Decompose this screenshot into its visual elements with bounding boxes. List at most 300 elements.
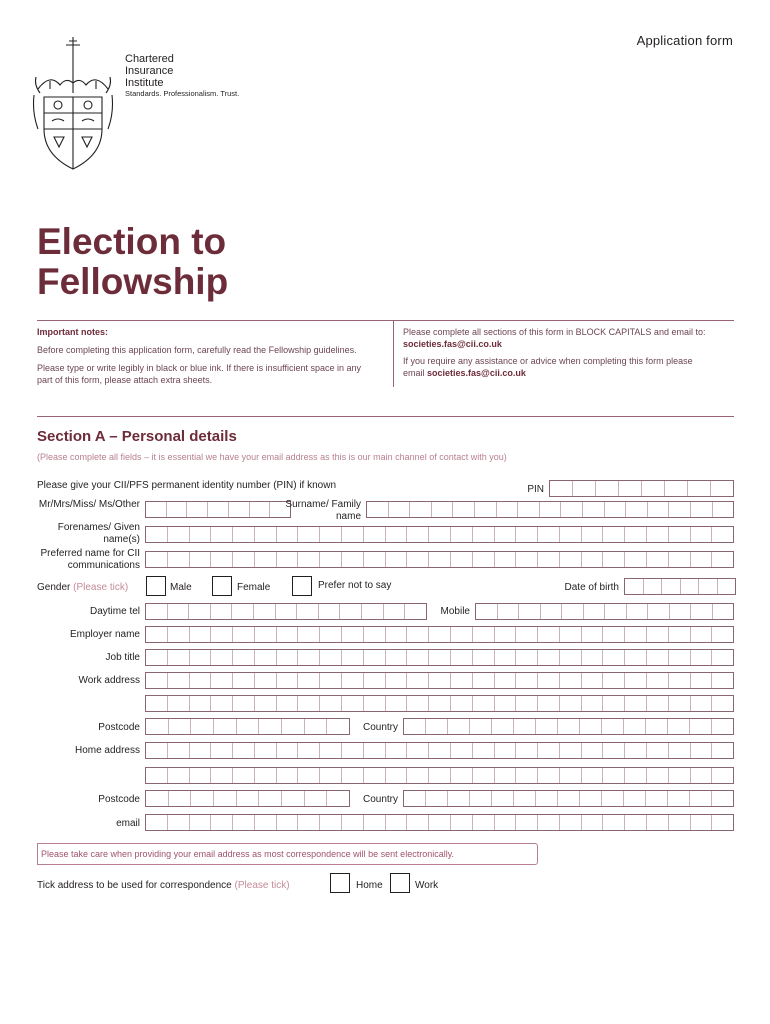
char-cell[interactable] [669,650,691,665]
char-cell[interactable] [536,719,558,734]
char-cell[interactable] [255,650,277,665]
char-cell[interactable] [668,719,690,734]
char-cell[interactable] [255,696,277,711]
char-cell[interactable] [168,768,190,783]
char-cell[interactable] [603,650,625,665]
char-cell[interactable] [429,815,451,830]
char-cell[interactable] [305,719,328,734]
char-cell[interactable] [602,719,624,734]
char-cell[interactable] [492,719,514,734]
char-cell[interactable] [364,768,386,783]
char-cell[interactable] [211,815,233,830]
char-cell[interactable] [560,768,582,783]
char-cell[interactable] [277,650,299,665]
char-cell[interactable] [583,502,605,517]
char-cell[interactable] [625,627,647,642]
char-cell[interactable] [688,481,711,496]
char-cell[interactable] [364,815,386,830]
char-cell[interactable] [495,650,517,665]
char-cell[interactable] [495,673,517,688]
char-cell[interactable] [167,502,188,517]
char-cell[interactable] [229,502,250,517]
char-cell[interactable] [342,527,364,542]
char-cell[interactable] [625,650,647,665]
char-cell[interactable] [340,604,362,619]
char-cell[interactable] [237,791,260,806]
char-cell[interactable] [298,743,320,758]
char-cell[interactable] [647,552,669,567]
char-cell[interactable] [711,481,733,496]
char-cell[interactable] [516,552,538,567]
char-cell[interactable] [211,552,233,567]
char-cell[interactable] [495,552,517,567]
char-cell[interactable] [538,527,560,542]
char-cell[interactable] [277,743,299,758]
char-cell[interactable] [669,815,691,830]
char-cell[interactable] [190,673,212,688]
char-cell[interactable] [582,527,604,542]
char-cell[interactable] [451,527,473,542]
char-cell[interactable] [538,627,560,642]
char-cell[interactable] [560,673,582,688]
char-cell[interactable] [669,552,691,567]
char-cell[interactable] [518,502,540,517]
char-cell[interactable] [560,743,582,758]
char-cell[interactable] [190,743,212,758]
char-cell[interactable] [168,604,190,619]
char-cell[interactable] [562,604,584,619]
char-cell[interactable] [691,527,713,542]
char-cell[interactable] [362,604,384,619]
char-cell[interactable] [146,604,168,619]
char-cell[interactable] [429,627,451,642]
char-cell[interactable] [580,791,602,806]
char-cell[interactable] [407,673,429,688]
char-cell[interactable] [712,719,733,734]
char-cell[interactable] [540,502,562,517]
char-cell[interactable] [189,604,211,619]
char-cell[interactable] [190,815,212,830]
char-cell[interactable] [386,627,408,642]
forenames-input[interactable] [145,526,734,543]
char-cell[interactable] [214,791,237,806]
char-cell[interactable] [276,604,298,619]
correspondence-home-checkbox[interactable] [330,873,350,893]
char-cell[interactable] [233,627,255,642]
char-cell[interactable] [603,552,625,567]
char-cell[interactable] [647,768,669,783]
char-cell[interactable] [625,673,647,688]
char-cell[interactable] [451,815,473,830]
char-cell[interactable] [473,627,495,642]
char-cell[interactable] [668,791,690,806]
char-cell[interactable] [712,673,733,688]
char-cell[interactable] [168,673,190,688]
char-cell[interactable] [538,743,560,758]
char-cell[interactable] [669,527,691,542]
char-cell[interactable] [426,791,448,806]
char-cell[interactable] [342,768,364,783]
char-cell[interactable] [386,552,408,567]
char-cell[interactable] [619,481,642,496]
char-cell[interactable] [647,673,669,688]
char-cell[interactable] [364,552,386,567]
char-cell[interactable] [712,552,733,567]
char-cell[interactable] [690,719,712,734]
char-cell[interactable] [320,627,342,642]
char-cell[interactable] [277,696,299,711]
char-cell[interactable] [498,604,520,619]
char-cell[interactable] [255,743,277,758]
char-cell[interactable] [146,502,167,517]
char-cell[interactable] [473,743,495,758]
gender-male-checkbox[interactable] [146,576,166,596]
char-cell[interactable] [648,604,670,619]
mobile-input[interactable] [475,603,734,620]
char-cell[interactable] [386,650,408,665]
char-cell[interactable] [712,743,733,758]
char-cell[interactable] [712,627,733,642]
char-cell[interactable] [146,719,169,734]
char-cell[interactable] [624,791,646,806]
char-cell[interactable] [712,527,733,542]
char-cell[interactable] [669,502,691,517]
char-cell[interactable] [342,650,364,665]
char-cell[interactable] [519,604,541,619]
char-cell[interactable] [560,696,582,711]
char-cell[interactable] [603,673,625,688]
char-cell[interactable] [255,768,277,783]
char-cell[interactable] [624,719,646,734]
char-cell[interactable] [473,768,495,783]
char-cell[interactable] [473,650,495,665]
char-cell[interactable] [298,696,320,711]
char-cell[interactable] [168,815,190,830]
char-cell[interactable] [297,604,319,619]
char-cell[interactable] [146,552,168,567]
char-cell[interactable] [470,719,492,734]
char-cell[interactable] [305,791,328,806]
char-cell[interactable] [298,673,320,688]
char-cell[interactable] [342,673,364,688]
char-cell[interactable] [582,768,604,783]
char-cell[interactable] [451,627,473,642]
assistance-email-link[interactable]: societies.fas@cii.co.uk [427,367,526,378]
char-cell[interactable] [605,502,627,517]
work-address-line-2[interactable] [145,695,734,712]
char-cell[interactable] [690,791,712,806]
char-cell[interactable] [319,604,341,619]
char-cell[interactable] [233,673,255,688]
char-cell[interactable] [277,552,299,567]
char-cell[interactable] [603,527,625,542]
char-cell[interactable] [254,604,276,619]
char-cell[interactable] [208,502,229,517]
char-cell[interactable] [470,791,492,806]
char-cell[interactable] [647,815,669,830]
char-cell[interactable] [320,552,342,567]
dob-input[interactable] [624,578,736,595]
char-cell[interactable] [699,579,718,594]
char-cell[interactable] [473,815,495,830]
char-cell[interactable] [255,815,277,830]
char-cell[interactable] [277,527,299,542]
home-address-line-1[interactable] [145,742,734,759]
char-cell[interactable] [233,650,255,665]
char-cell[interactable] [495,527,517,542]
char-cell[interactable] [646,719,668,734]
char-cell[interactable] [432,502,454,517]
char-cell[interactable] [516,696,538,711]
char-cell[interactable] [495,815,517,830]
home-postcode-input[interactable] [145,790,350,807]
char-cell[interactable] [691,673,713,688]
pin-input[interactable] [549,480,734,497]
char-cell[interactable] [211,527,233,542]
char-cell[interactable] [516,527,538,542]
char-cell[interactable] [712,650,733,665]
char-cell[interactable] [670,604,692,619]
char-cell[interactable] [647,627,669,642]
char-cell[interactable] [146,696,168,711]
char-cell[interactable] [582,627,604,642]
char-cell[interactable] [190,527,212,542]
char-cell[interactable] [237,719,260,734]
char-cell[interactable] [386,527,408,542]
char-cell[interactable] [560,627,582,642]
char-cell[interactable] [448,719,470,734]
char-cell[interactable] [495,743,517,758]
char-cell[interactable] [298,527,320,542]
char-cell[interactable] [492,791,514,806]
char-cell[interactable] [404,791,426,806]
char-cell[interactable] [476,604,498,619]
home-country-input[interactable] [403,790,734,807]
char-cell[interactable] [364,743,386,758]
char-cell[interactable] [497,502,519,517]
char-cell[interactable] [146,527,168,542]
char-cell[interactable] [691,696,713,711]
char-cell[interactable] [386,815,408,830]
char-cell[interactable] [146,768,168,783]
work-country-input[interactable] [403,718,734,735]
char-cell[interactable] [453,502,475,517]
char-cell[interactable] [384,604,406,619]
gender-prefer-not-checkbox[interactable] [292,576,312,596]
work-address-line-1[interactable] [145,672,734,689]
char-cell[interactable] [169,791,192,806]
char-cell[interactable] [146,650,168,665]
char-cell[interactable] [580,719,602,734]
char-cell[interactable] [681,579,700,594]
char-cell[interactable] [625,527,647,542]
char-cell[interactable] [168,627,190,642]
char-cell[interactable] [320,743,342,758]
char-cell[interactable] [298,815,320,830]
char-cell[interactable] [538,650,560,665]
char-cell[interactable] [516,768,538,783]
char-cell[interactable] [516,673,538,688]
char-cell[interactable] [146,743,168,758]
char-cell[interactable] [169,719,192,734]
gender-female-checkbox[interactable] [212,576,232,596]
char-cell[interactable] [662,579,681,594]
char-cell[interactable] [538,552,560,567]
char-cell[interactable] [277,815,299,830]
char-cell[interactable] [364,527,386,542]
char-cell[interactable] [190,627,212,642]
char-cell[interactable] [495,696,517,711]
job-title-input[interactable] [145,649,734,666]
char-cell[interactable] [211,650,233,665]
char-cell[interactable] [407,552,429,567]
char-cell[interactable] [146,815,168,830]
char-cell[interactable] [168,743,190,758]
char-cell[interactable] [190,696,212,711]
char-cell[interactable] [407,743,429,758]
char-cell[interactable] [495,627,517,642]
char-cell[interactable] [211,743,233,758]
char-cell[interactable] [536,791,558,806]
char-cell[interactable] [451,768,473,783]
char-cell[interactable] [691,604,713,619]
char-cell[interactable] [582,696,604,711]
char-cell[interactable] [691,552,713,567]
char-cell[interactable] [712,768,733,783]
char-cell[interactable] [475,502,497,517]
char-cell[interactable] [168,527,190,542]
char-cell[interactable] [648,502,670,517]
char-cell[interactable] [691,650,713,665]
char-cell[interactable] [211,696,233,711]
char-cell[interactable] [603,768,625,783]
char-cell[interactable] [602,791,624,806]
char-cell[interactable] [255,627,277,642]
char-cell[interactable] [713,502,734,517]
char-cell[interactable] [429,743,451,758]
home-address-line-2[interactable] [145,767,734,784]
char-cell[interactable] [603,696,625,711]
char-cell[interactable] [558,719,580,734]
char-cell[interactable] [191,719,214,734]
char-cell[interactable] [473,552,495,567]
char-cell[interactable] [410,502,432,517]
char-cell[interactable] [644,579,663,594]
char-cell[interactable] [625,579,644,594]
char-cell[interactable] [538,673,560,688]
char-cell[interactable] [451,673,473,688]
char-cell[interactable] [320,815,342,830]
char-cell[interactable] [298,650,320,665]
char-cell[interactable] [277,627,299,642]
char-cell[interactable] [389,502,411,517]
char-cell[interactable] [625,743,647,758]
char-cell[interactable] [429,768,451,783]
char-cell[interactable] [712,696,733,711]
char-cell[interactable] [429,552,451,567]
char-cell[interactable] [320,673,342,688]
char-cell[interactable] [582,673,604,688]
char-cell[interactable] [255,673,277,688]
char-cell[interactable] [168,696,190,711]
char-cell[interactable] [560,650,582,665]
char-cell[interactable] [233,527,255,542]
char-cell[interactable] [448,791,470,806]
char-cell[interactable] [277,673,299,688]
char-cell[interactable] [473,696,495,711]
char-cell[interactable] [642,481,665,496]
char-cell[interactable] [429,527,451,542]
char-cell[interactable] [342,627,364,642]
char-cell[interactable] [214,719,237,734]
char-cell[interactable] [516,627,538,642]
char-cell[interactable] [211,768,233,783]
char-cell[interactable] [625,552,647,567]
char-cell[interactable] [320,696,342,711]
char-cell[interactable] [550,481,573,496]
char-cell[interactable] [250,502,271,517]
char-cell[interactable] [259,719,282,734]
char-cell[interactable] [342,815,364,830]
char-cell[interactable] [320,650,342,665]
char-cell[interactable] [233,768,255,783]
char-cell[interactable] [516,815,538,830]
char-cell[interactable] [582,743,604,758]
title-input[interactable] [145,501,291,518]
char-cell[interactable] [560,527,582,542]
char-cell[interactable] [691,815,713,830]
char-cell[interactable] [211,604,233,619]
char-cell[interactable] [364,696,386,711]
employer-input[interactable] [145,626,734,643]
char-cell[interactable] [386,673,408,688]
char-cell[interactable] [691,743,713,758]
surname-input[interactable] [366,501,734,518]
char-cell[interactable] [386,768,408,783]
char-cell[interactable] [603,815,625,830]
daytime-tel-input[interactable] [145,603,427,620]
char-cell[interactable] [146,791,169,806]
char-cell[interactable] [538,768,560,783]
char-cell[interactable] [342,552,364,567]
char-cell[interactable] [596,481,619,496]
char-cell[interactable] [451,552,473,567]
char-cell[interactable] [298,768,320,783]
char-cell[interactable] [320,768,342,783]
work-postcode-input[interactable] [145,718,350,735]
char-cell[interactable] [168,552,190,567]
char-cell[interactable] [625,768,647,783]
char-cell[interactable] [718,579,736,594]
char-cell[interactable] [646,791,668,806]
char-cell[interactable] [691,768,713,783]
char-cell[interactable] [429,696,451,711]
char-cell[interactable] [625,696,647,711]
char-cell[interactable] [669,743,691,758]
char-cell[interactable] [451,743,473,758]
char-cell[interactable] [669,673,691,688]
char-cell[interactable] [233,743,255,758]
char-cell[interactable] [516,650,538,665]
char-cell[interactable] [187,502,208,517]
char-cell[interactable] [364,650,386,665]
char-cell[interactable] [282,719,305,734]
char-cell[interactable] [426,719,448,734]
char-cell[interactable] [255,552,277,567]
char-cell[interactable] [560,815,582,830]
char-cell[interactable] [558,791,580,806]
char-cell[interactable] [516,743,538,758]
